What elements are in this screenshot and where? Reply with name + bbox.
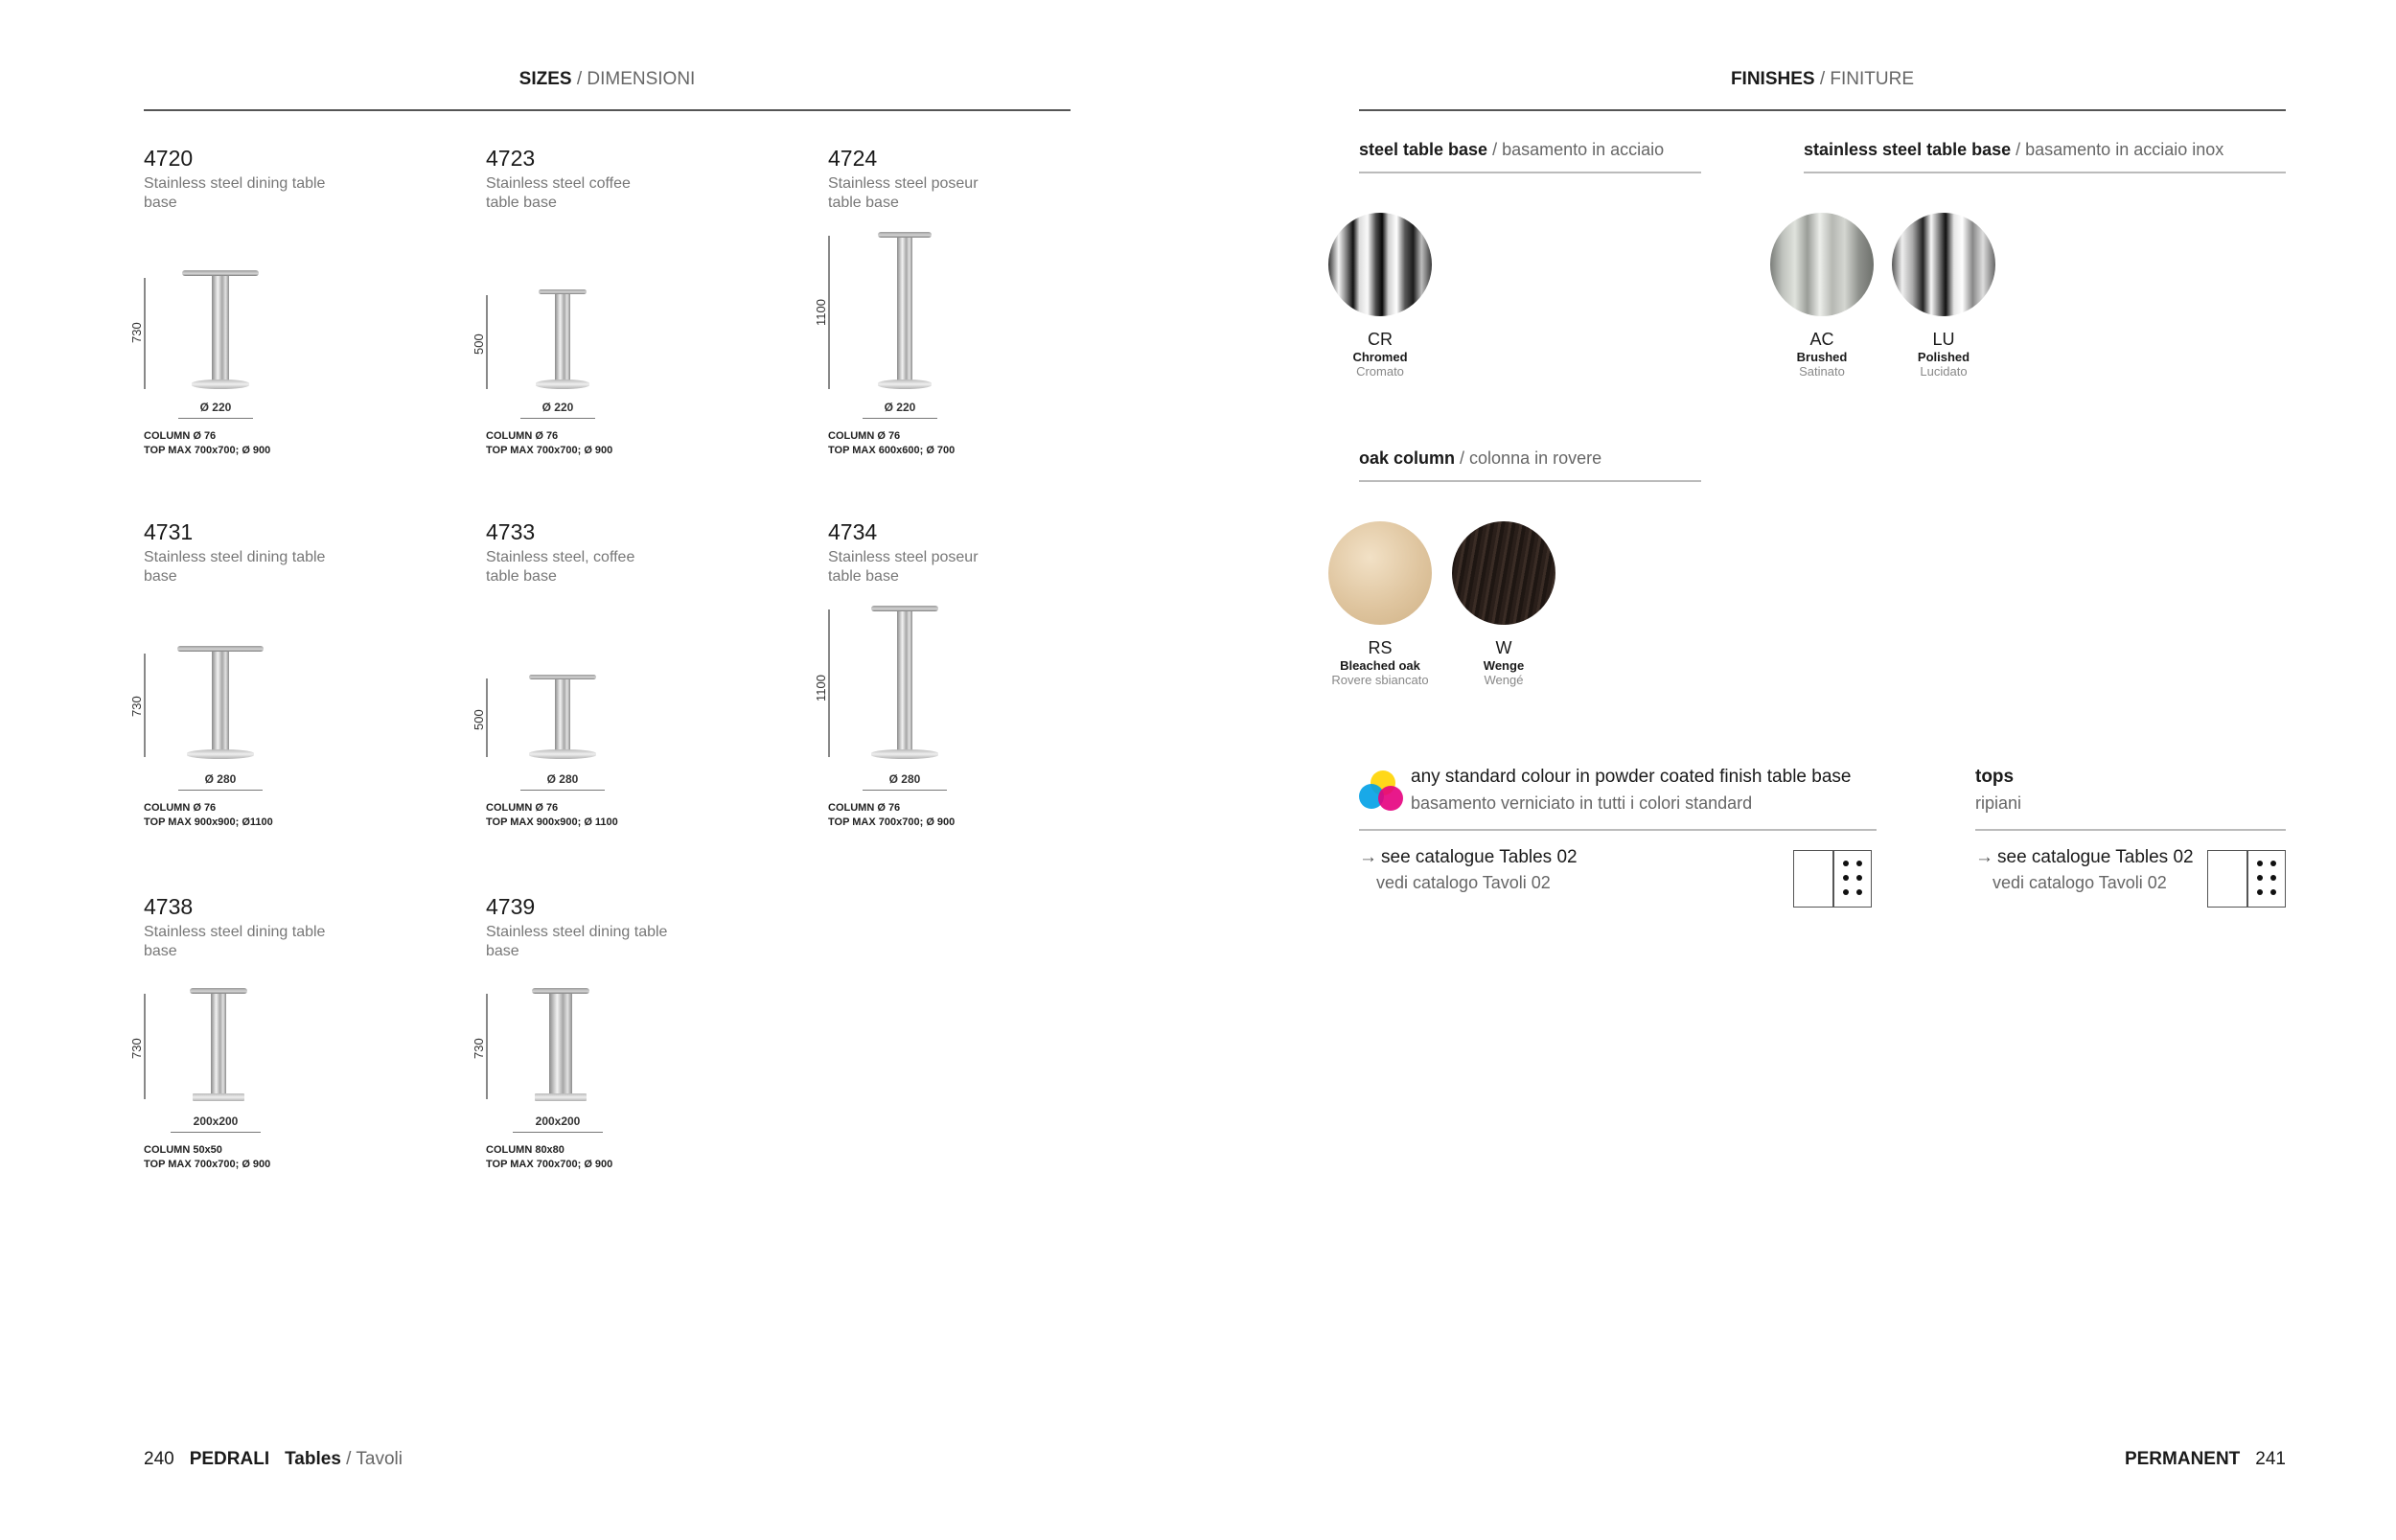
product-description: Stainless steel dining table base — [144, 175, 326, 211]
product-4734 — [814, 519, 1135, 864]
foot-dimension: Ø 220 — [199, 401, 232, 414]
product-code: 4733 — [486, 519, 536, 544]
catalogue-link-label: see catalogue Tables 02 — [1381, 847, 1578, 867]
steel-base-subheader-bold: steel table base — [1359, 140, 1488, 159]
swatch-wenge — [1451, 521, 1556, 687]
footer-right — [2125, 1449, 2286, 1470]
product-4720 — [129, 146, 450, 491]
foot-dimension-line — [171, 1132, 261, 1133]
sizes-header-bold: SIZES — [518, 69, 572, 89]
height-label: 1100 — [814, 299, 828, 326]
foot-dimension-line — [863, 418, 937, 419]
product-4724 — [814, 146, 1135, 491]
top-spec: TOP MAX 600x600; Ø 700 — [828, 445, 956, 456]
column-spec: COLUMN Ø 76 — [828, 802, 901, 814]
swatch-brushed — [1769, 213, 1875, 379]
top-spec: TOP MAX 700x700; Ø 900 — [828, 816, 956, 828]
swatch-local-name: Rovere sbiancato — [1331, 673, 1429, 687]
product-code: 4731 — [144, 519, 194, 544]
top-spec: TOP MAX 700x700; Ø 900 — [486, 445, 613, 456]
product-4738 — [129, 894, 450, 1239]
powder-coated-subtitle: basamento verniciato in tutti i colori standard — [1411, 793, 1753, 813]
swatch-code: W — [1495, 638, 1512, 657]
product-4723 — [472, 146, 793, 491]
swatch-name: Bleached oak — [1340, 658, 1420, 673]
brushed-swatch-disc — [1770, 213, 1874, 316]
catalogue-link-tops[interactable] — [1975, 847, 2194, 868]
product-description: Stainless steel poseur table base — [828, 175, 979, 211]
top-spec: TOP MAX 900x900; Ø 1100 — [486, 816, 618, 828]
column-spec: COLUMN Ø 76 — [486, 802, 559, 814]
swatch-name: Wenge — [1483, 658, 1525, 673]
swatch-local-name: Wengé — [1484, 673, 1524, 687]
product-description: Stainless steel dining table base — [144, 549, 326, 585]
color-wheel-icon — [1359, 770, 1403, 813]
brand-name: PEDRALI — [189, 1449, 270, 1469]
product-code: 4720 — [144, 146, 194, 171]
catalogue-link-tables[interactable] — [1359, 847, 1578, 868]
stainless-base-subheader-bold: stainless steel table base — [1804, 140, 2012, 159]
height-dimension-line — [486, 295, 488, 389]
swatch-name: Brushed — [1796, 350, 1848, 364]
product-description: Stainless steel, coffee table base — [486, 549, 635, 585]
swatch-local-name: Satinato — [1799, 364, 1845, 379]
height-label: 1100 — [814, 675, 828, 701]
stainless-base-subheader — [1804, 140, 2286, 173]
swatch-local-name: Cromato — [1356, 364, 1404, 379]
powder-divider — [1359, 829, 1877, 831]
stainless-base-subheader-light: / basamento in acciaio inox — [2011, 140, 2224, 159]
oak-column-subheader — [1359, 448, 1701, 482]
product-description: Stainless steel poseur table base — [828, 549, 979, 585]
product-code: 4734 — [828, 519, 878, 544]
footer-section-bold: Tables — [285, 1449, 341, 1469]
product-description: Stainless steel dining table base — [486, 924, 668, 959]
top-spec: TOP MAX 900x900; Ø1100 — [144, 816, 273, 828]
product-4739 — [472, 894, 793, 1239]
foot-dimension-line — [520, 790, 605, 791]
table-base-illustration — [168, 988, 273, 1107]
table-base-illustration — [510, 675, 615, 765]
product-code: 4723 — [486, 146, 536, 171]
swatch-bleached-oak — [1327, 521, 1433, 687]
height-label: 730 — [129, 322, 144, 343]
finishes-header-bold: FINISHES — [1730, 69, 1815, 89]
swatch-polished — [1891, 213, 1996, 379]
finishes-header — [1359, 69, 2286, 111]
finishes-header-light: / FINITURE — [1814, 69, 1915, 89]
table-base-illustration — [857, 232, 953, 395]
oak-column-subheader-light: / colonna in rovere — [1455, 448, 1602, 468]
height-dimension-line — [486, 994, 488, 1099]
foot-dimension: Ø 280 — [204, 772, 237, 786]
table-base-illustration — [515, 289, 611, 395]
catalogue-tops-icon[interactable] — [2207, 850, 2286, 908]
height-dimension-line — [144, 994, 146, 1099]
bleached-oak-swatch-disc — [1328, 521, 1432, 625]
top-spec: TOP MAX 700x700; Ø 900 — [144, 445, 271, 456]
product-description: Stainless steel dining table base — [144, 924, 326, 959]
chromed-swatch-disc — [1328, 213, 1432, 316]
column-spec: COLUMN Ø 76 — [144, 430, 217, 442]
height-dimension-line — [486, 678, 488, 757]
height-label: 730 — [472, 1038, 486, 1059]
foot-dimension-line — [178, 790, 263, 791]
polished-swatch-disc — [1892, 213, 1995, 316]
top-spec: TOP MAX 700x700; Ø 900 — [486, 1159, 613, 1170]
sizes-header — [144, 69, 1071, 111]
table-base-illustration — [168, 646, 273, 765]
swatch-code: LU — [1932, 330, 1955, 349]
catalogue-link-subtitle: vedi catalogo Tavoli 02 — [1993, 873, 2167, 892]
sizes-header-light: / DIMENSIONI — [571, 69, 696, 89]
wenge-swatch-disc — [1452, 521, 1555, 625]
tops-subtitle: ripiani — [1975, 793, 2022, 813]
top-spec: TOP MAX 700x700; Ø 900 — [144, 1159, 271, 1170]
height-label: 500 — [472, 709, 486, 730]
product-4733 — [472, 519, 793, 864]
swatch-local-name: Lucidato — [1920, 364, 1968, 379]
product-code: 4739 — [486, 894, 536, 919]
arrow-right-icon: → — [1975, 847, 1993, 867]
foot-dimension: Ø 280 — [888, 772, 921, 786]
tops-title: tops — [1975, 767, 2015, 787]
height-dimension-line — [828, 236, 830, 389]
foot-dimension: 200x200 — [193, 1115, 239, 1128]
swatch-name: Chromed — [1352, 350, 1408, 364]
tops-divider — [1975, 829, 2286, 831]
catalogue-link-label: see catalogue Tables 02 — [1997, 847, 2194, 867]
column-spec: COLUMN Ø 76 — [828, 430, 901, 442]
height-label: 730 — [129, 1038, 144, 1059]
steel-base-subheader-light: / basamento in acciaio — [1487, 140, 1665, 159]
foot-dimension: 200x200 — [535, 1115, 581, 1128]
foot-dimension-line — [863, 790, 947, 791]
catalogue-tables-icon[interactable] — [1793, 850, 1872, 908]
product-code: 4738 — [144, 894, 194, 919]
height-dimension-line — [144, 278, 146, 389]
height-label: 500 — [472, 333, 486, 355]
powder-coated-title: any standard colour in powder coated finish table base — [1411, 767, 1852, 787]
column-spec: COLUMN Ø 76 — [144, 802, 217, 814]
height-dimension-line — [828, 609, 830, 757]
swatch-code: CR — [1368, 330, 1393, 349]
foot-dimension-line — [178, 418, 253, 419]
foot-dimension: Ø 220 — [541, 401, 574, 414]
column-spec: COLUMN 80x80 — [486, 1144, 564, 1156]
arrow-right-icon: → — [1359, 847, 1377, 867]
page-number-left: 240 — [144, 1449, 174, 1469]
foot-dimension-line — [513, 1132, 603, 1133]
footer-left — [144, 1449, 403, 1470]
oak-column-subheader-bold: oak column — [1359, 448, 1456, 468]
steel-base-subheader — [1359, 140, 1701, 173]
height-dimension-line — [144, 654, 146, 757]
page-number-right: 241 — [2255, 1449, 2286, 1469]
column-spec: COLUMN Ø 76 — [486, 430, 559, 442]
footer-section-light: / Tavoli — [340, 1449, 403, 1469]
swatch-name: Polished — [1917, 350, 1970, 364]
table-base-illustration — [852, 606, 957, 765]
foot-dimension: Ø 280 — [546, 772, 579, 786]
swatch-chromed — [1327, 213, 1433, 379]
swatch-code: RS — [1368, 638, 1393, 657]
height-label: 730 — [129, 696, 144, 717]
swatch-code: AC — [1809, 330, 1834, 349]
product-code: 4724 — [828, 146, 878, 171]
column-spec: COLUMN 50x50 — [144, 1144, 222, 1156]
table-base-illustration — [173, 270, 268, 395]
product-4731 — [129, 519, 450, 864]
foot-dimension-line — [520, 418, 595, 419]
product-description: Stainless steel coffee table base — [486, 175, 631, 211]
foot-dimension: Ø 220 — [884, 401, 916, 414]
catalogue-link-subtitle: vedi catalogo Tavoli 02 — [1376, 873, 1551, 892]
table-base-illustration — [510, 988, 615, 1107]
collection-label: PERMANENT — [2124, 1449, 2241, 1469]
